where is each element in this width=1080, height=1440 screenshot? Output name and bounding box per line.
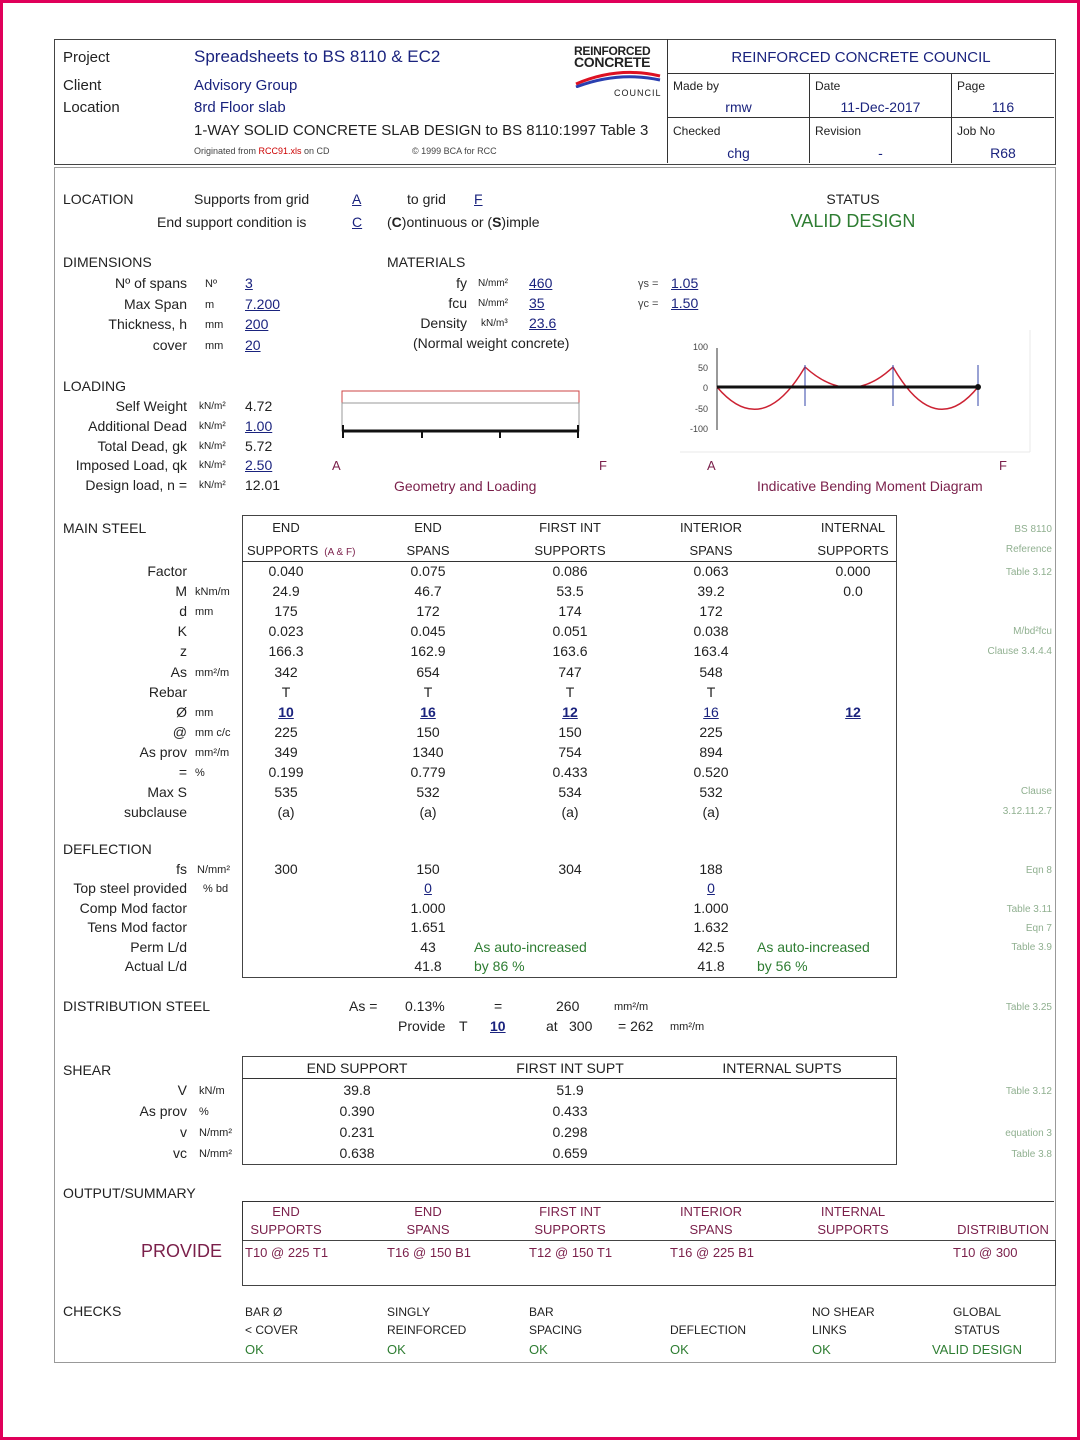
- output-provide-value: T16 @ 225 B1: [670, 1245, 755, 1260]
- dist-result: = 262: [618, 1018, 654, 1034]
- steel-row-label: d: [179, 603, 187, 620]
- steel-cell: (a): [277, 804, 295, 821]
- to-grid-label: to grid: [407, 191, 446, 207]
- shear-row-unit: kN/m: [199, 1085, 225, 1097]
- slab-outline: [342, 403, 579, 431]
- dimension-unit: mm: [205, 319, 224, 331]
- deflection-unit: N/mm²: [197, 864, 230, 876]
- fy-input[interactable]: 460: [529, 275, 553, 291]
- reference-note: M/bd²fcu: [1013, 626, 1052, 637]
- steel-cell: T: [281, 683, 291, 700]
- loading-label: Design load, n =: [85, 477, 187, 494]
- dimensions-section-label: DIMENSIONS: [63, 254, 152, 270]
- dist-spacing: 300: [569, 1018, 593, 1034]
- shear-row-label: v: [180, 1124, 187, 1140]
- steel-cell: 166.3: [268, 643, 304, 660]
- shear-cell: 0.390: [339, 1103, 375, 1119]
- header-rule: [668, 73, 1054, 74]
- steel-row-unit: mm c/c: [195, 726, 231, 739]
- bmd-left-grid: A: [707, 458, 716, 473]
- steel-cell: 0.000: [835, 563, 871, 579]
- output-provide-value: T12 @ 150 T1: [529, 1245, 613, 1260]
- shear-cell: 0.231: [339, 1124, 375, 1140]
- shear-cell: 51.9: [556, 1082, 584, 1098]
- output-column-header: INTERNAL: [820, 1204, 886, 1219]
- dist-as-pct: 0.13%: [405, 998, 445, 1014]
- bmd-chart: [680, 330, 1040, 455]
- checks-section-label: CHECKS: [63, 1303, 122, 1319]
- location-value: 8rd Floor slab: [194, 99, 286, 116]
- bmd-tick: -50: [694, 404, 708, 414]
- steel-cell: 150: [558, 723, 582, 740]
- top-steel-input[interactable]: 0: [707, 880, 715, 896]
- concrete-note: (Normal weight concrete): [413, 335, 570, 351]
- reference-note: Table 3.11: [1006, 904, 1052, 915]
- from-grid-input[interactable]: A: [352, 191, 362, 207]
- council-title: REINFORCED CONCRETE COUNCIL: [731, 49, 991, 66]
- bar-diameter-input[interactable]: 12: [562, 703, 578, 720]
- steel-row-label: K: [177, 623, 187, 640]
- gamma-s-label: γs =: [638, 278, 659, 290]
- auto-increase-note: As auto-increased: [757, 939, 870, 955]
- deflection-cell: 41.8: [414, 958, 442, 974]
- status-value: VALID DESIGN: [790, 211, 916, 231]
- column-header: SUPPORTS: [534, 543, 606, 558]
- shear-column-header: INTERNAL SUPTS: [722, 1060, 842, 1076]
- page-label: Page: [957, 79, 986, 93]
- steel-row-label: subclause: [123, 804, 187, 821]
- gamma-s-input[interactable]: 1.05: [671, 275, 699, 291]
- steel-cell: 175: [274, 603, 298, 620]
- dist-provide-label: Provide: [398, 1018, 446, 1034]
- dist-result-unit: mm²/m: [670, 1021, 705, 1033]
- check-result: OK: [812, 1342, 831, 1357]
- dimension-label: Max Span: [123, 295, 187, 312]
- loading-input[interactable]: 2.50: [245, 457, 273, 474]
- rcc-logo: REINFORCED CONCRETE COUNCIL: [572, 44, 664, 100]
- bmd-tick: 50: [697, 363, 708, 373]
- check-label: REINFORCED: [387, 1323, 467, 1337]
- output-provide-value: T10 @ 300: [953, 1245, 1018, 1260]
- client-value: Advisory Group: [194, 77, 298, 94]
- shear-row-label: vc: [173, 1145, 187, 1161]
- check-label: LINKS: [812, 1323, 847, 1337]
- steel-cell: 747: [558, 663, 582, 680]
- fcu-input[interactable]: 35: [529, 295, 545, 311]
- dimension-unit: mm: [205, 339, 224, 352]
- loading-input[interactable]: 1.00: [245, 417, 273, 434]
- dimension-label: cover: [152, 336, 187, 353]
- steel-row-label: Rebar: [148, 683, 187, 700]
- logo-swoosh: [572, 68, 664, 88]
- steel-cell: 0.433: [552, 764, 588, 780]
- geom-right-grid: F: [599, 458, 607, 473]
- check-result: OK: [529, 1342, 548, 1357]
- steel-cell: 172: [699, 603, 723, 620]
- loading-label: Total Dead, gk: [97, 437, 187, 454]
- checked-value: chg: [727, 145, 750, 161]
- reference-note: Eqn 7: [1025, 923, 1052, 934]
- steel-row-label: M: [175, 583, 187, 600]
- steel-row-unit: mm²/m: [195, 746, 230, 759]
- jobno-value: R68: [990, 145, 1016, 161]
- loading-unit: kN/m²: [199, 401, 226, 412]
- steel-cell: 535: [274, 784, 298, 801]
- steel-cell: (a): [702, 804, 720, 821]
- steel-cell: 163.4: [693, 643, 729, 660]
- steel-cell: 39.2: [697, 583, 725, 600]
- output-rule: [242, 1201, 1054, 1202]
- auto-increase-note: by 56 %: [757, 958, 808, 974]
- checked-label: Checked: [673, 124, 721, 138]
- check-label: BAR Ø: [245, 1305, 283, 1319]
- reference-note: Table 3.9: [1011, 942, 1052, 953]
- distribution-section-label: DISTRIBUTION STEEL: [63, 998, 211, 1014]
- shear-column-header: FIRST INT SUPT: [516, 1060, 624, 1076]
- loading-label: Additional Dead: [88, 417, 187, 434]
- deflection-cell: 1.632: [693, 919, 729, 935]
- deflection-cell: 1.000: [410, 900, 446, 916]
- originated-line: Originated from RCC91.xls on CD: [194, 146, 330, 156]
- loading-unit: kN/m²: [199, 420, 226, 432]
- shear-cell: 0.659: [552, 1145, 588, 1161]
- check-label: NO SHEAR: [812, 1305, 875, 1319]
- output-provide-value: T16 @ 150 B1: [387, 1245, 472, 1260]
- steel-cell: 0.045: [410, 623, 446, 640]
- client-label: Client: [63, 77, 102, 94]
- gamma-c-label: γc =: [638, 298, 659, 310]
- support-options-text: (C)ontinuous or (S)imple: [387, 214, 540, 230]
- steel-cell: 532: [416, 784, 440, 801]
- jobno-label: Job No: [957, 124, 996, 138]
- steel-cell: 894: [699, 743, 723, 760]
- loading-label: Self Weight: [115, 398, 187, 414]
- geom-left-grid: A: [332, 458, 341, 473]
- dimension-input[interactable]: 7.200: [245, 295, 281, 312]
- steel-cell: 162.9: [410, 643, 446, 660]
- revision-value: -: [878, 145, 883, 161]
- dist-diameter-input[interactable]: 10: [490, 1018, 506, 1034]
- reference-note: Eqn 8: [1025, 865, 1052, 876]
- auto-increase-note: As auto-increased: [474, 939, 587, 955]
- bmd-tick: 100: [692, 342, 708, 352]
- output-column-header: END: [272, 1204, 300, 1219]
- output-column-header: SUPPORTS: [817, 1222, 889, 1237]
- deflection-section-label: DEFLECTION: [63, 841, 152, 857]
- check-label: BAR: [529, 1305, 554, 1319]
- deflection-cell: 41.8: [697, 958, 725, 974]
- dist-as-value: 260: [556, 998, 580, 1014]
- bmd-caption: Indicative Bending Moment Diagram: [757, 478, 983, 494]
- shear-row-label: V: [177, 1082, 187, 1098]
- check-label: STATUS: [954, 1323, 1000, 1337]
- steel-cell: 0.086: [552, 563, 588, 579]
- steel-row-label: Max S: [147, 784, 187, 801]
- steel-cell: 342: [274, 663, 298, 680]
- status-label: STATUS: [826, 191, 880, 207]
- deflection-label: Comp Mod factor: [79, 900, 187, 916]
- dist-eq: =: [494, 998, 503, 1014]
- steel-cell: T: [706, 683, 716, 700]
- shear-column-header: END SUPPORT: [306, 1060, 408, 1076]
- end-support-input[interactable]: C: [352, 214, 363, 230]
- deflection-cell: 304: [558, 861, 582, 877]
- steel-row-label: @: [172, 723, 187, 740]
- fy-label: fy: [456, 275, 467, 291]
- end-support-label: End support condition is: [157, 214, 307, 230]
- steel-row-label: As: [170, 663, 187, 680]
- geometry-caption: Geometry and Loading: [394, 478, 537, 494]
- steel-cell: 1340: [412, 743, 444, 760]
- dimension-label: Thickness, h: [108, 316, 187, 332]
- reference-note: equation 3: [1005, 1128, 1052, 1139]
- steel-cell: 0.040: [268, 563, 304, 579]
- loading-unit: kN/m²: [199, 440, 226, 452]
- fcu-unit: N/mm²: [478, 298, 508, 309]
- deflection-label: Perm L/d: [130, 939, 187, 955]
- geometry-sketch: [330, 380, 590, 442]
- steel-cell: 0.0: [843, 583, 863, 600]
- supports-from-label: Supports from grid: [194, 191, 310, 207]
- project-label: Project: [63, 49, 110, 66]
- dist-ref: Table 3.25: [1005, 1002, 1052, 1013]
- reference-note: Reference: [1005, 544, 1052, 555]
- steel-row-unit: mm: [195, 706, 214, 719]
- steel-cell: 225: [699, 723, 723, 740]
- auto-increase-note: by 86 %: [474, 958, 525, 974]
- dimension-input[interactable]: 20: [245, 336, 261, 353]
- steel-cell: (a): [561, 804, 579, 821]
- reference-note: Table 3.12: [1005, 567, 1052, 578]
- dimension-label: Nº of spans: [114, 275, 187, 291]
- shear-cell: 0.638: [339, 1145, 375, 1161]
- materials-section-label: MATERIALS: [387, 254, 466, 270]
- location-section-label: LOCATION: [63, 191, 134, 207]
- dimension-unit: Nº: [205, 278, 217, 290]
- deflection-cell: 42.5: [697, 939, 725, 955]
- bar-diameter-input[interactable]: 16: [420, 703, 436, 720]
- steel-cell: 172: [416, 603, 440, 620]
- reference-note: Clause: [1020, 786, 1052, 797]
- steel-cell: 0.199: [268, 764, 304, 780]
- dist-bar-type: T: [459, 1018, 468, 1034]
- shear-row-label: As prov: [139, 1103, 187, 1119]
- check-label: DEFLECTION: [670, 1323, 747, 1337]
- steel-row-label: As prov: [139, 743, 187, 760]
- bar-diameter-input[interactable]: 16: [703, 703, 719, 720]
- to-grid-input[interactable]: F: [474, 191, 483, 207]
- check-label: < COVER: [245, 1323, 299, 1337]
- check-result: OK: [670, 1342, 689, 1357]
- dimension-unit: m: [205, 298, 215, 311]
- steel-cell: 0.023: [268, 623, 304, 640]
- steel-cell: 163.6: [552, 643, 588, 660]
- shear-cell: 0.433: [552, 1103, 588, 1119]
- steel-cell: 548: [699, 663, 723, 680]
- steel-cell: 349: [274, 743, 298, 760]
- deflection-label: Tens Mod factor: [87, 919, 187, 935]
- steel-row-label: =: [178, 764, 187, 780]
- steel-cell: 534: [558, 784, 582, 801]
- project-value: Spreadsheets to BS 8110 & EC2: [194, 47, 441, 66]
- fcu-label: fcu: [448, 295, 467, 311]
- check-label: GLOBAL: [952, 1305, 1002, 1319]
- revision-label: Revision: [815, 124, 862, 138]
- steel-cell: T: [423, 683, 433, 700]
- shear-row-unit: %: [199, 1106, 209, 1118]
- shear-cell: 39.8: [343, 1082, 371, 1098]
- steel-row-unit: %: [195, 767, 205, 779]
- steel-cell: 654: [416, 663, 440, 680]
- output-column-header: END: [414, 1204, 442, 1219]
- loading-value: 4.72: [245, 398, 273, 414]
- date-label: Date: [815, 79, 841, 93]
- deflection-cell: 43: [420, 939, 436, 955]
- deflection-label: Actual L/d: [124, 958, 187, 974]
- steel-cell: 0.038: [693, 623, 729, 640]
- main-steel-head-rule: [242, 561, 896, 562]
- reference-note: Table 3.12: [1005, 1086, 1052, 1097]
- check-label: SPACING: [529, 1323, 583, 1337]
- bmd-tick: -100: [689, 424, 708, 434]
- steel-cell: 0.051: [552, 623, 588, 640]
- reference-note: Table 3.8: [1011, 1149, 1052, 1160]
- shear-row-unit: N/mm²: [199, 1148, 232, 1160]
- loading-unit: kN/m²: [199, 460, 226, 472]
- column-header: END: [272, 520, 300, 535]
- deflection-cell: 188: [699, 861, 723, 877]
- loading-unit: kN/m²: [199, 480, 226, 492]
- deflection-cell: 300: [274, 861, 298, 877]
- output-column-header: DISTRIBUTION: [957, 1222, 1049, 1237]
- column-header: SUPPORTS: [817, 543, 889, 558]
- loading-value: 5.72: [245, 437, 273, 454]
- steel-row-unit: mm²/m: [195, 666, 230, 679]
- shear-row-unit: N/mm²: [199, 1127, 232, 1139]
- fy-unit: N/mm²: [478, 278, 508, 289]
- made-by-label: Made by: [673, 79, 720, 93]
- date-value: 11-Dec-2017: [840, 99, 921, 115]
- shear-head-rule: [242, 1078, 896, 1079]
- dimension-input[interactable]: 200: [245, 316, 269, 332]
- bar-diameter-input[interactable]: 12: [845, 703, 861, 720]
- bmd-tick: 0: [702, 383, 708, 393]
- steel-cell: 150: [416, 723, 440, 740]
- deflection-label: Top steel provided: [73, 880, 187, 896]
- output-column-header: SUPPORTS: [250, 1222, 322, 1237]
- deflection-cell: 150: [416, 861, 440, 877]
- steel-cell: 0.520: [693, 764, 729, 780]
- bar-diameter-input[interactable]: 10: [278, 703, 294, 720]
- dimension-input[interactable]: 3: [245, 275, 253, 291]
- deflection-cell: 1.000: [693, 900, 729, 916]
- output-column-header: SPANS: [406, 1222, 450, 1237]
- provide-label: PROVIDE: [141, 1241, 223, 1261]
- bmd-end-node: [975, 384, 981, 390]
- loading-label: Imposed Load, qk: [75, 457, 187, 474]
- check-result: OK: [245, 1342, 264, 1357]
- check-result: VALID DESIGN: [931, 1342, 1023, 1357]
- reference-note: 3.12.11.2.7: [1002, 806, 1052, 817]
- steel-cell: 46.7: [414, 583, 442, 600]
- density-input[interactable]: 23.6: [529, 315, 557, 331]
- reference-note: BS 8110: [1014, 524, 1052, 535]
- gamma-c-input[interactable]: 1.50: [671, 295, 699, 311]
- output-provide-box: [242, 1240, 1056, 1286]
- column-header: SPANS: [689, 543, 733, 558]
- column-header: SUPPORTS (A & F): [247, 543, 356, 558]
- column-header: END: [414, 520, 442, 535]
- dist-as-label: As =: [349, 998, 378, 1014]
- output-column-header: FIRST INT: [539, 1204, 601, 1219]
- reference-note: Clause 3.4.4.4: [987, 646, 1052, 657]
- dist-at-label: at: [546, 1018, 558, 1034]
- shear-section-label: SHEAR: [63, 1062, 112, 1078]
- loading-section-label: LOADING: [63, 378, 127, 394]
- deflection-unit: % bd: [203, 883, 229, 895]
- column-header: INTERNAL: [820, 520, 886, 535]
- bmd-right-grid: F: [999, 458, 1007, 473]
- made-by-value: rmw: [725, 99, 752, 115]
- steel-row-label: Ø: [176, 703, 187, 720]
- steel-cell: (a): [419, 804, 437, 821]
- header-rule: [668, 117, 1054, 118]
- steel-cell: 174: [558, 603, 582, 620]
- column-header: FIRST INT: [539, 520, 601, 535]
- steel-row-unit: kNm/m: [195, 586, 230, 599]
- shear-cell: 0.298: [552, 1124, 588, 1140]
- check-result: OK: [387, 1342, 406, 1357]
- dist-as-unit: mm²/m: [614, 1001, 649, 1013]
- steel-cell: 24.9: [272, 583, 300, 600]
- output-provide-value: T10 @ 225 T1: [245, 1245, 329, 1260]
- steel-row-label: Factor: [147, 563, 187, 579]
- check-label: SINGLY: [387, 1305, 431, 1319]
- steel-cell: 0.075: [410, 563, 446, 579]
- location-label: Location: [63, 99, 120, 116]
- steel-cell: 532: [699, 784, 723, 801]
- deflection-cell: 1.651: [410, 919, 446, 935]
- copyright: © 1999 BCA for RCC: [412, 146, 497, 156]
- density-unit: kN/m³: [481, 318, 508, 329]
- steel-cell: 754: [558, 743, 582, 760]
- steel-cell: 0.063: [693, 563, 729, 579]
- deflection-label: fs: [176, 861, 187, 877]
- output-column-header: INTERIOR: [679, 1204, 743, 1219]
- steel-row-label: z: [180, 643, 187, 660]
- output-section-label: OUTPUT/SUMMARY: [63, 1185, 196, 1201]
- density-label: Density: [420, 315, 467, 331]
- steel-row-unit: mm: [195, 606, 214, 619]
- loading-value: 12.01: [245, 477, 281, 494]
- load-block: [342, 391, 579, 403]
- steel-cell: T: [565, 683, 575, 700]
- steel-cell: 0.779: [410, 764, 446, 780]
- steel-cell: 225: [274, 723, 298, 740]
- steel-cell: 53.5: [556, 583, 584, 600]
- top-steel-input[interactable]: 0: [424, 880, 432, 896]
- main-steel-section-label: MAIN STEEL: [63, 520, 147, 536]
- output-column-header: SUPPORTS: [534, 1222, 606, 1237]
- column-header: SPANS: [406, 543, 450, 558]
- column-header: INTERIOR: [679, 520, 743, 535]
- page-value: 116: [991, 99, 1015, 115]
- output-column-header: SPANS: [689, 1222, 733, 1237]
- design-title: 1-WAY SOLID CONCRETE SLAB DESIGN to BS 8110:1997 Table 3: [194, 122, 649, 139]
